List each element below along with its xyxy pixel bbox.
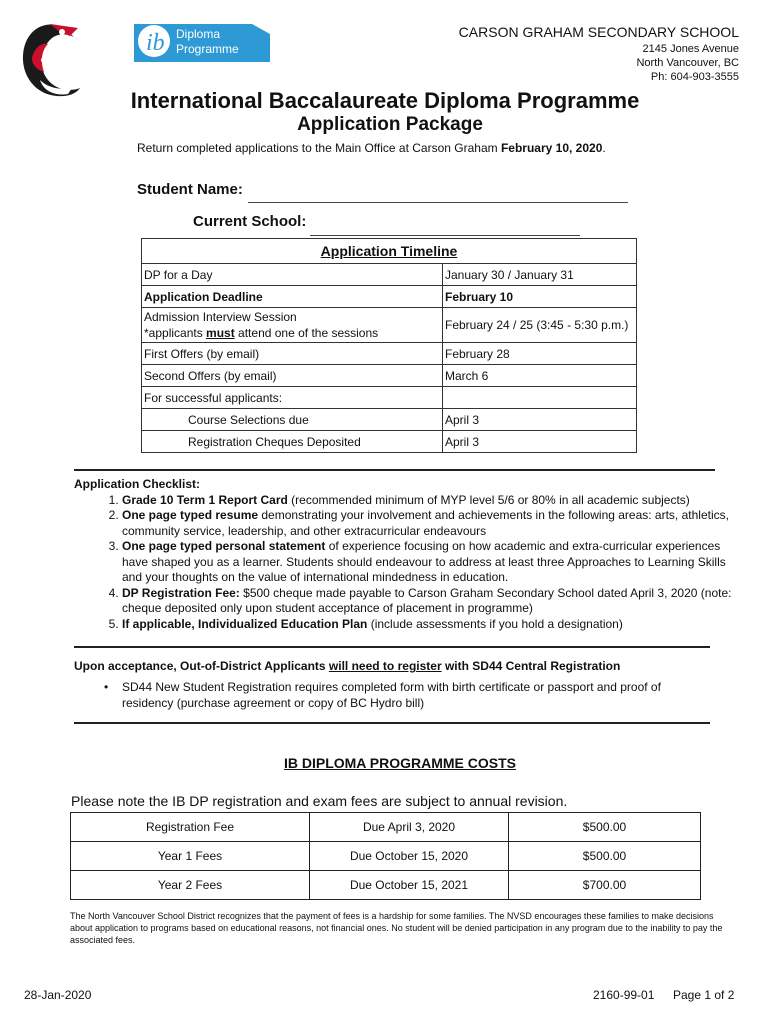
costs-table	[70, 812, 701, 900]
application-timeline-table	[141, 238, 637, 453]
address-line1: 2145 Jones Avenue	[642, 43, 739, 55]
table-row: First Offers (by email) February 28	[142, 343, 637, 365]
sd44-registration-bullet: • SD44 New Student Registration requires completed form with birth certificate or passport and proof of residency (purchase agreement or copy of BC Hydro bill)	[104, 680, 661, 710]
table-row: Second Offers (by email) March 6	[142, 365, 637, 387]
checklist-item: 4. DP Registration Fee: $500 cheque made payable to Carson Graham Secondary School dated April 3, 2020 (note: cheque deposited only upon student acceptance of placement in programme)	[122, 586, 734, 617]
checklist-heading: Application Checklist:	[74, 477, 201, 491]
checklist-item: 5. If applicable, Individualized Education Plan (include assessments if you hold a designation)	[122, 617, 734, 633]
table-row: Registration Cheques Deposited April 3	[142, 431, 637, 453]
timeline-heading: Application Timeline	[142, 239, 637, 264]
fees-note: Please note the IB DP registration and exam fees are subject to annual revision.	[71, 793, 568, 809]
address-line2: North Vancouver, BC	[636, 57, 739, 69]
page-subtitle: Application Package	[297, 114, 483, 135]
ib-logo-diploma: Diploma	[176, 27, 221, 41]
page-title: International Baccalaureate Diploma Programme	[130, 88, 640, 113]
page-number: Page 1 of 2	[673, 988, 735, 1002]
bullet-icon: •	[104, 680, 109, 694]
ib-diploma-logo	[134, 20, 270, 62]
school-address	[636, 42, 739, 84]
hardship-note: The North Vancouver School District recognizes that the payment of fees is a hardship for some families. The NVSD encourages these families to make decisions about application to programs based on educational reasons, not financial ones. No student will be denied participation in any program due to the inability to pay the associated fees.	[70, 911, 723, 945]
application-checklist	[74, 477, 734, 632]
divider	[74, 722, 710, 724]
footer-date: 28-Jan-2020	[24, 988, 92, 1002]
current-school-label: Current School:	[193, 213, 307, 230]
checklist-item: 2. One page typed resume demonstrating your involvement and achievements in the following areas: arts, athletics, community service, leadership, and other extracurricular endeavours	[122, 508, 734, 539]
table-row: Year 1 Fees Due October 15, 2020 $500.00	[71, 842, 701, 871]
table-row: Year 2 Fees Due October 15, 2021 $700.00	[71, 871, 701, 900]
table-row: Course Selections due April 3	[142, 409, 637, 431]
checklist-item: 3. One page typed personal statement of experience focusing on how academic and extra-curricular experiences have shaped you as a learner. Students should endeavour to address at least three Approaches to Learning Skills and your thoughts on the value of international mindedness in education.	[122, 539, 734, 586]
table-row: For successful applicants:	[142, 387, 637, 409]
footer-code: 2160-99-01	[593, 988, 655, 1002]
table-row: Application Deadline February 10	[142, 286, 637, 308]
divider	[74, 646, 710, 648]
school-name: CARSON GRAHAM SECONDARY SCHOOL	[458, 24, 739, 40]
student-name-label: Student Name:	[137, 181, 243, 198]
table-row: DP for a Day January 30 / January 31	[142, 264, 637, 286]
student-name-field[interactable]	[248, 202, 628, 203]
costs-heading: IB DIPLOMA PROGRAMME COSTS	[283, 755, 517, 771]
return-date: February 10, 2020	[500, 141, 603, 155]
return-instructions: Return completed applications to the Main Office at Carson Graham February 10, 2020.	[137, 141, 606, 155]
phone: Ph: 604-903-3555	[650, 71, 739, 83]
divider	[74, 469, 715, 471]
ib-mark: ib	[146, 30, 165, 56]
table-row: Admission Interview Session *applicants must attend one of the sessions February 24 / 25 (3:45 - 5:30 p.m.)	[142, 308, 637, 343]
table-row: Registration Fee Due April 3, 2020 $500.00	[71, 813, 701, 842]
ib-logo-programme: Programme	[176, 42, 239, 56]
checklist-item: 1. Grade 10 Term 1 Report Card (recommended minimum of MYP level 5/6 or 80% in all academic subjects)	[122, 493, 734, 509]
current-school-field[interactable]	[310, 235, 580, 236]
out-of-district-note: Upon acceptance, Out-of-District Applicants will need to register with SD44 Central Registration	[74, 659, 621, 673]
